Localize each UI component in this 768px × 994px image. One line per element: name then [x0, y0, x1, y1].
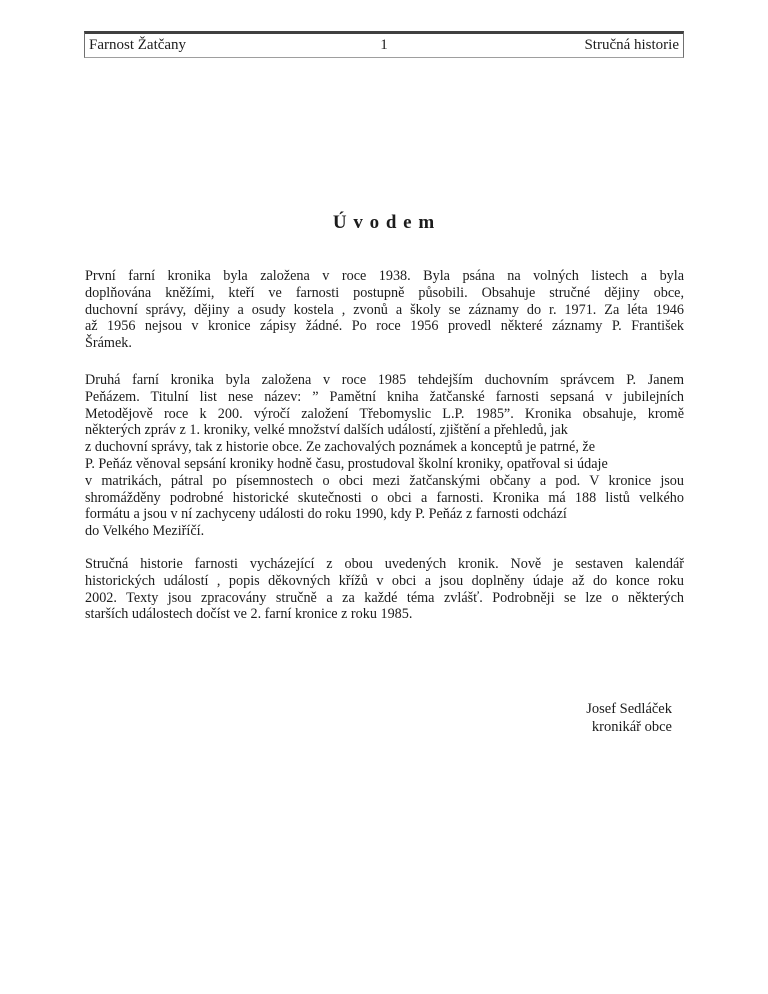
- paragraph-line: historických událostí , popis děkovných křížů v obci a jsou doplněny údaje až do konce roku: [85, 572, 684, 589]
- paragraph-line: do Velkého Meziříčí.: [85, 523, 205, 540]
- page-header: [84, 31, 684, 58]
- header-right-text: Stručná historie: [584, 37, 680, 53]
- paragraph-line: v matrikách, pátral po písemnostech o obci mezi žatčanskými občany a pod. V kronice jsou: [85, 472, 684, 489]
- page-title: Ú v o d e m: [332, 212, 436, 233]
- paragraph-line: Šrámek.: [85, 335, 132, 352]
- paragraph-line: z duchovní správy, tak z historie obce. Ze zachovalých poznámek a konceptů je patrné, že: [85, 439, 596, 456]
- paragraph-line: 2002. Texty jsou zpracovány stručně a za každé téma zvlášť. Podrobněji se lze o některých: [85, 589, 684, 606]
- signature-role: kronikář obce: [591, 718, 672, 735]
- paragraph-line: Metodějově roce k 200. výročí založení Třebomyslic L.P. 1985”. Kronika obsahuje, kromě: [85, 405, 684, 422]
- paragraph-2: [85, 372, 684, 540]
- header-page-number: 1: [380, 37, 388, 53]
- paragraph-line: některých zpráv z 1. kroniky, velké množství dalších událostí, zjištění a přehledů, jak: [85, 422, 568, 439]
- paragraph-line: duchovní správy, dějiny a osudy kostela , zvonů a školy se záznamy do r. 1971. Za léta 1946: [85, 301, 684, 318]
- paragraph-line: P. Peňáz věnoval sepsání kroniky hodně času, prostudoval školní kroniky, opatřoval si údaje: [85, 455, 608, 472]
- paragraph-line: Peňázem. Titulní list nese název: ” Pamětní kniha žatčanské farnosti sepsaná v jubilejních: [85, 388, 684, 405]
- paragraph-line: Druhá farní kronika byla založena v roce 1985 tehdejším duchovním správcem P. Janem: [85, 371, 684, 388]
- paragraph-line: doplňována kněžími, kteří ve farnosti postupně působili. Obsahuje stručné dějiny obce,: [85, 284, 684, 301]
- signature-name: Josef Sedláček: [586, 701, 672, 717]
- document-body: [85, 268, 684, 623]
- paragraph-line: Stručná historie farnosti vycházející z obou uvedených kronik. Nově je sestaven kalendář: [85, 555, 684, 572]
- paragraph-line: až 1956 nejsou v kronice zápisy žádné. Po roce 1956 provedl některé záznamy P. František: [85, 318, 684, 335]
- paragraph-line: shromážděny podrobné historické skutečnosti o obci a farnosti. Kronika má 188 listů velkého: [85, 489, 684, 506]
- paragraph-1: [85, 268, 684, 352]
- paragraph-line: První farní kronika byla založena v roce 1938. Byla psána na volných listech a byla: [85, 268, 684, 284]
- paragraph-3: [85, 556, 684, 623]
- paragraph-line: starších událostech dočíst ve 2. farní kronice z roku 1985.: [85, 606, 413, 623]
- header-left-text: Farnost Žatčany: [89, 37, 187, 53]
- paragraph-line: formátu a jsou v ní zachyceny události do roku 1990, kdy P. Peňáz z farnosti odchází: [85, 506, 567, 523]
- signature-block: [586, 701, 672, 736]
